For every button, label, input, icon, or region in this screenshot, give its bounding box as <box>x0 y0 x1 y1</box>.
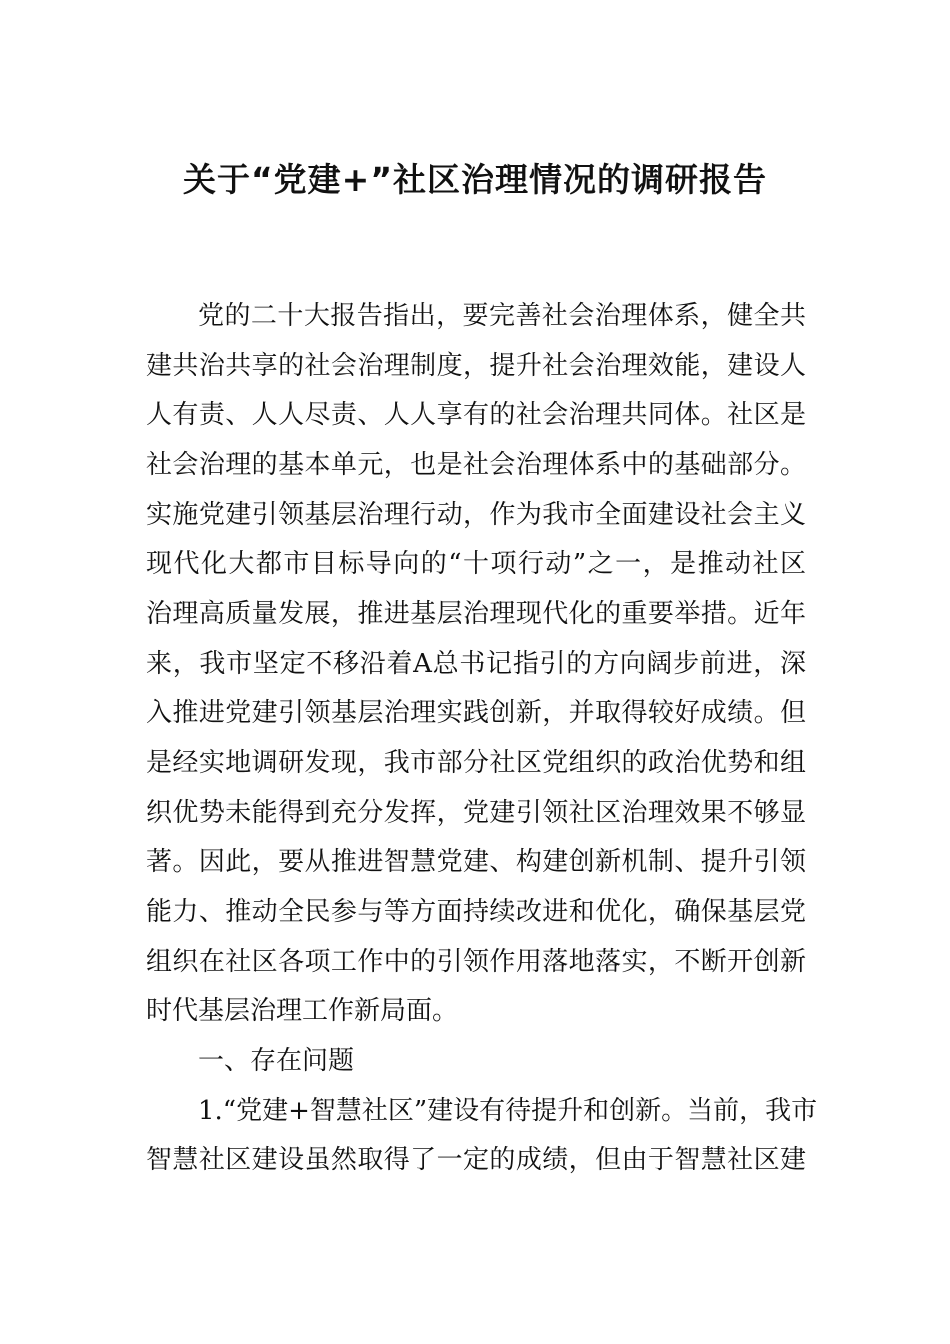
text-line: 来，我市坚定不移沿着A总书记指引的方向阔步前进，深 <box>146 649 806 679</box>
text-line: 能力、推动全民参与等方面持续改进和优化，确保基层党 <box>146 897 806 927</box>
text-line: 入推进党建引领基层治理实践创新，并取得较好成绩。但 <box>146 698 806 728</box>
text-line: 组织在社区各项工作中的引领作用落地落实，不断开创新 <box>146 947 806 977</box>
text-line: 时代基层治理工作新局面。 <box>146 996 459 1026</box>
text-line: 党的二十大报告指出，要完善社会治理体系，健全共 <box>198 301 806 331</box>
text-line: 现代化大都市目标导向的“十项行动”之一，是推动社区 <box>146 549 806 579</box>
section-heading: 一、存在问题 <box>198 1046 355 1076</box>
text-line: 1.“党建+智慧社区”建设有待提升和创新。当前，我市 <box>198 1096 818 1126</box>
text-line: 社会治理的基本单元，也是社会治理体系中的基础部分。 <box>146 450 806 480</box>
text-line: 智慧社区建设虽然取得了一定的成绩，但由于智慧社区建 <box>146 1145 806 1175</box>
text-line: 著。因此，要从推进智慧党建、构建创新机制、提升引领 <box>146 847 806 877</box>
text-line: 建共治共享的社会治理制度，提升社会治理效能，建设人 <box>146 351 806 381</box>
text-line: 实施党建引领基层治理行动，作为我市全面建设社会主义 <box>146 500 806 530</box>
text-line: 治理高质量发展，推进基层治理现代化的重要举措。近年 <box>146 599 806 629</box>
text-line: 人有责、人人尽责、人人享有的社会治理共同体。社区是 <box>146 400 806 430</box>
text-line: 是经实地调研发现，我市部分社区党组织的政治优势和组 <box>146 748 806 778</box>
text-line: 织优势未能得到充分发挥，党建引领社区治理效果不够显 <box>146 798 806 828</box>
document-title: 关于“党建+”社区治理情况的调研报告 <box>182 160 768 199</box>
